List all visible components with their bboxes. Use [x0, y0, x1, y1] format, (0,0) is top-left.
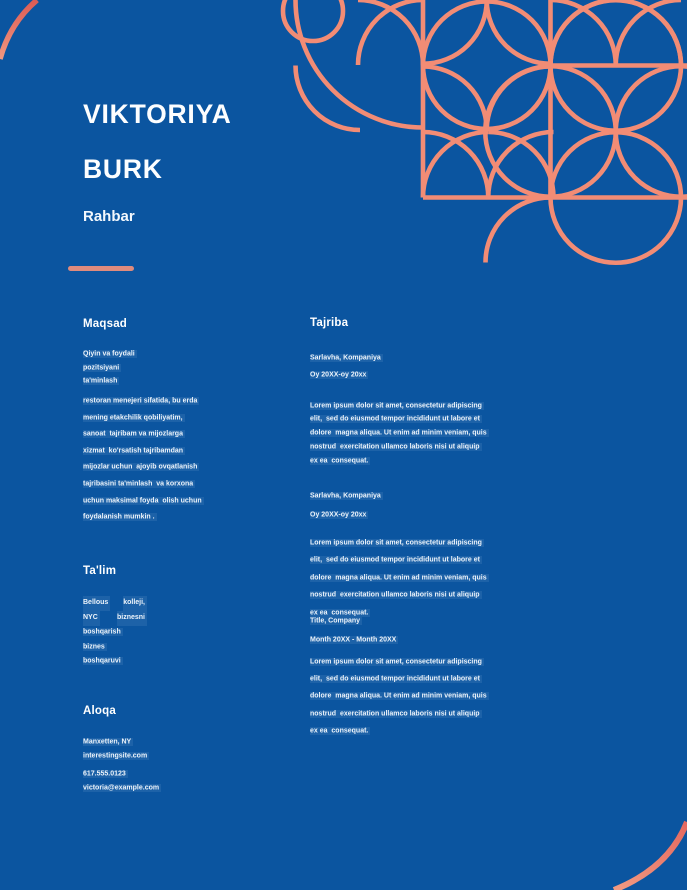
last-name-heading: BURK [83, 154, 163, 184]
job-entry [310, 353, 540, 468]
accent-divider [68, 266, 134, 271]
contact-line-location: Manxetten, NY [83, 738, 132, 746]
section-heading-education: Ta'lim [83, 564, 117, 577]
text-line: mijozlar uchun ajoyib ovqatlanish [83, 463, 198, 471]
education-line: NYC biznesni [83, 611, 147, 626]
top-left-corner-arc [0, 0, 37, 59]
text-line: restoran menejeri sifatida, bu erda [83, 397, 198, 405]
job-description-line: dolore magna aliqua. Ut enim ad minim veniam, quis [310, 429, 487, 437]
education-line: Bellous kolleji, [83, 596, 147, 611]
text-line: Qiyin va foydali [83, 350, 135, 358]
bottom-right-corner-arc [614, 822, 687, 890]
text-line: uchun maksimal foyda olish uchun [83, 497, 202, 505]
job-entry [310, 491, 540, 622]
job-description-line: nostrud exercitation ullamco laboris nisi ut aliquip [310, 443, 480, 451]
contact-line-website: interestingsite.com [83, 752, 148, 760]
job-description-line: dolore magna aliqua. Ut enim ad minim veniam, quis [310, 574, 487, 582]
education-line: boshqarish [83, 628, 121, 636]
contact-line-phone: 617.555.0123 [83, 770, 126, 778]
job-description-line: nostrud exercitation ullamco laboris nisi ut aliquip [310, 710, 480, 718]
section-heading-objective: Maqsad [83, 318, 128, 330]
job-description-line: nostrud exercitation ullamco laboris nisi ut aliquip [310, 591, 480, 599]
section-heading-contact: Aloqa [83, 704, 116, 717]
job-description-line: Lorem ipsum dolor sit amet, consectetur adipiscing [310, 658, 482, 665]
job-description-line: Lorem ipsum dolor sit amet, consectetur adipiscing [310, 402, 482, 409]
text-line: mening etakchilik qobiliyatim, [83, 414, 183, 422]
job-entry [310, 616, 540, 740]
job-description [310, 653, 540, 740]
education-block [83, 596, 147, 669]
text-line: foydalanish mumkin . [83, 513, 155, 521]
job-description-line: dolore magna aliqua. Ut enim ad minim veniam, quis [310, 692, 487, 700]
section-heading-experience: Tajriba [310, 316, 349, 329]
job-description-line: elit, sed do eiusmod tempor incididunt ut labore et [310, 556, 480, 564]
circle-grid-pattern [283, 0, 687, 263]
job-description-line: ex ea consequat. [310, 457, 369, 465]
job-description-line: Lorem ipsum dolor sit amet, consectetur adipiscing [310, 539, 482, 546]
job-dates: Oy 20XX-oy 20xx [310, 511, 367, 518]
text-line: ta'minlash [83, 377, 118, 385]
job-dates: Oy 20XX-oy 20xx [310, 371, 367, 378]
job-description-line: elit, sed do eiusmod tempor incididunt ut labore et [310, 675, 480, 683]
job-description [310, 534, 540, 622]
job-description [310, 399, 540, 468]
first-name-heading: VIKTORIYA [83, 99, 232, 129]
text-line: xizmat ko'rsatish tajribamdan [83, 447, 184, 455]
job-description-line: ex ea consequat. [310, 727, 369, 735]
job-title-line: Title, Company [310, 617, 361, 624]
job-description-line: ex ea consequat. [310, 609, 369, 617]
job-description-line: elit, sed do eiusmod tempor incididunt ut labore et [310, 415, 480, 423]
objective-paragraph-1 [83, 348, 137, 389]
text-line: pozitsiyani [83, 364, 120, 372]
text-line: sanoat tajribam va mijozlarga [83, 430, 183, 438]
job-title-line: Sarlavha, Kompaniya [310, 354, 381, 361]
objective-paragraph-2 [83, 394, 204, 527]
contact-block [83, 736, 161, 796]
education-line: biznes [83, 643, 105, 651]
text-line: tajribasini ta'minlash va korxona [83, 480, 194, 488]
job-title-line: Sarlavha, Kompaniya [310, 492, 381, 499]
job-dates: Month 20XX - Month 20XX [310, 636, 397, 643]
contact-line-email: victoria@example.com [83, 784, 160, 792]
education-line: boshqaruvi [83, 657, 121, 665]
job-title: Rahbar [83, 208, 135, 225]
